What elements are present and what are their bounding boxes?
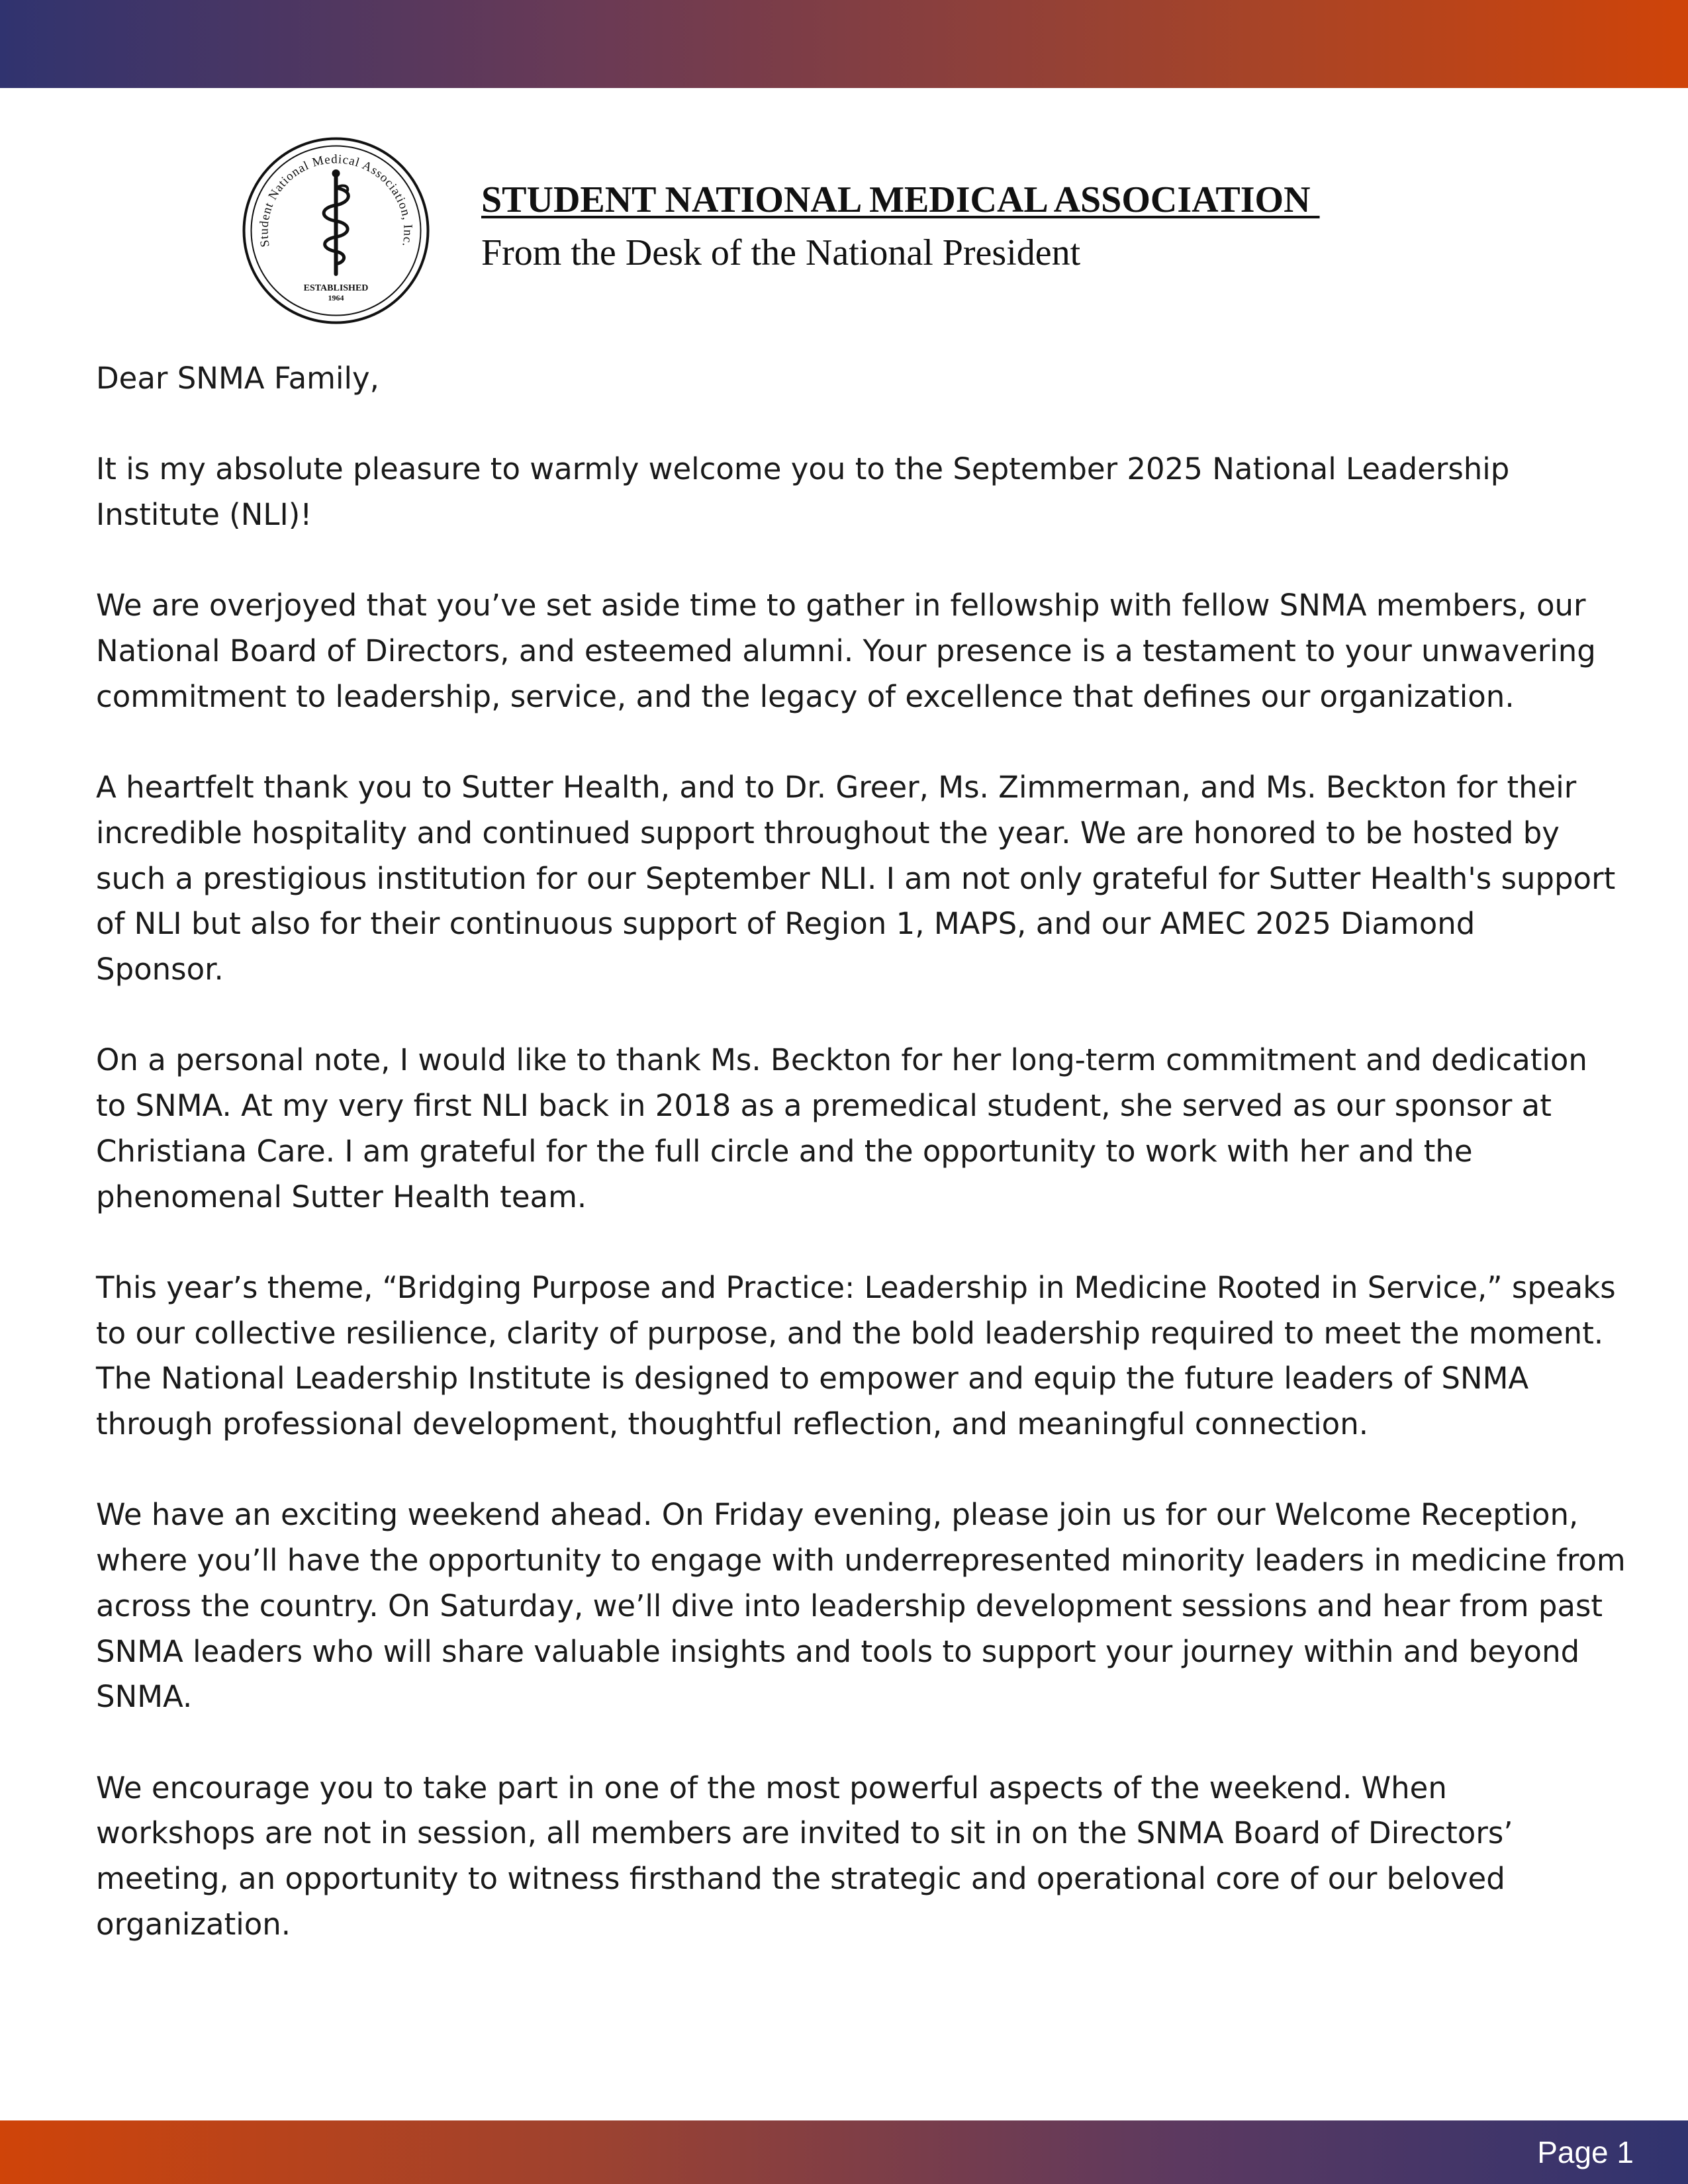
paragraph-line: organization. [96, 1906, 291, 1942]
letter-paragraph [96, 583, 1618, 719]
paragraph-line: such a prestigious institution for our September NLI. I am not only grateful for Sutter Health's support [96, 860, 1616, 896]
paragraph-line: A heartfelt thank you to Sutter Health, and to Dr. Greer, Ms. Zimmerman, and Ms. Beckton for their [96, 770, 1577, 805]
seal-established-year: 1964 [328, 293, 344, 302]
page-number: Page 1 [1537, 2135, 1634, 2169]
letter-paragraph [96, 447, 1618, 537]
paragraph-line: where you’ll have the opportunity to engage with underrepresented minority leaders in medicine from [96, 1543, 1626, 1578]
letterhead-title: STUDENT NATIONAL MEDICAL ASSOCIATION [481, 179, 1320, 220]
paragraph-line: SNMA leaders who will share valuable insights and tools to support your journey within and beyond [96, 1633, 1580, 1669]
top-gradient-band [0, 0, 1688, 88]
seal-ring-text: Student National Medical Association, Inc. [257, 152, 415, 249]
paragraph-line: On a personal note, I would like to thank Ms. Beckton for her long-term commitment and dedication [96, 1042, 1587, 1078]
seal-established-label: ESTABLISHED [303, 283, 369, 293]
paragraph-line: National Board of Directors, and esteemed alumni. Your presence is a testament to your unwavering [96, 633, 1596, 669]
paragraph-line: Institute (NLI)! [96, 497, 312, 533]
paragraph-line: phenomenal Sutter Health team. [96, 1179, 587, 1214]
paragraph-line: We encourage you to take part in one of the most powerful aspects of the weekend. When [96, 1770, 1447, 1805]
paragraph-line: through professional development, thoughtful reflection, and meaningful connection. [96, 1406, 1369, 1442]
letter-paragraph [96, 1492, 1626, 1720]
letterhead-subtitle: From the Desk of the National President [481, 232, 1081, 273]
letter-paragraph [96, 765, 1618, 993]
paragraph-line: meeting, an opportunity to witness firsthand the strategic and operational core of our beloved [96, 1861, 1505, 1897]
paragraph-line: The National Leadership Institute is designed to empower and equip the future leaders of SNMA [96, 1361, 1529, 1396]
paragraph-line: to SNMA. At my very first NLI back in 2018 as a premedical student, she served as our sponsor at [96, 1088, 1552, 1124]
paragraph-line: incredible hospitality and continued support throughout the year. We are honored to be hosted by [96, 815, 1560, 850]
paragraph-line: Sponsor. [96, 952, 224, 987]
bottom-gradient-band [0, 2120, 1688, 2184]
paragraph-line: Christiana Care. I am grateful for the full circle and the opportunity to work with her and the [96, 1133, 1473, 1169]
greeting-line: Dear SNMA Family, [96, 361, 379, 396]
seal-graphic [242, 136, 430, 325]
paragraph-line: across the country. On Saturday, we’ll dive into leadership development sessions and hear from past [96, 1588, 1603, 1623]
paragraph-line: We are overjoyed that you’ve set aside time to gather in fellowship with fellow SNMA members, our [96, 588, 1586, 623]
letter-paragraph [96, 1265, 1618, 1447]
letter-paragraph [96, 1038, 1618, 1220]
paragraph-line: commitment to leadership, service, and the legacy of excellence that defines our organization. [96, 678, 1515, 714]
paragraph-line: workshops are not in session, all members are invited to sit in on the SNMA Board of Directors’ [96, 1815, 1513, 1851]
paragraph-line: We have an exciting weekend ahead. On Friday evening, please join us for our Welcome Reception, [96, 1497, 1579, 1533]
letter-paragraph [96, 1766, 1618, 1948]
letter-greeting [96, 356, 1618, 402]
paragraph-line: of NLI but also for their continuous support of Region 1, MAPS, and our AMEC 2025 Diamond [96, 906, 1476, 942]
paragraph-line: SNMA. [96, 1679, 193, 1715]
letter-body [96, 356, 1626, 1993]
paragraph-line: It is my absolute pleasure to warmly welcome you to the September 2025 National Leadership [96, 451, 1510, 487]
paragraph-line: This year’s theme, “Bridging Purpose and Practice: Leadership in Medicine Rooted in Service,” speaks [96, 1269, 1616, 1305]
association-seal [242, 136, 430, 325]
paragraph-line: to our collective resilience, clarity of purpose, and the bold leadership required to meet the moment. [96, 1315, 1604, 1351]
